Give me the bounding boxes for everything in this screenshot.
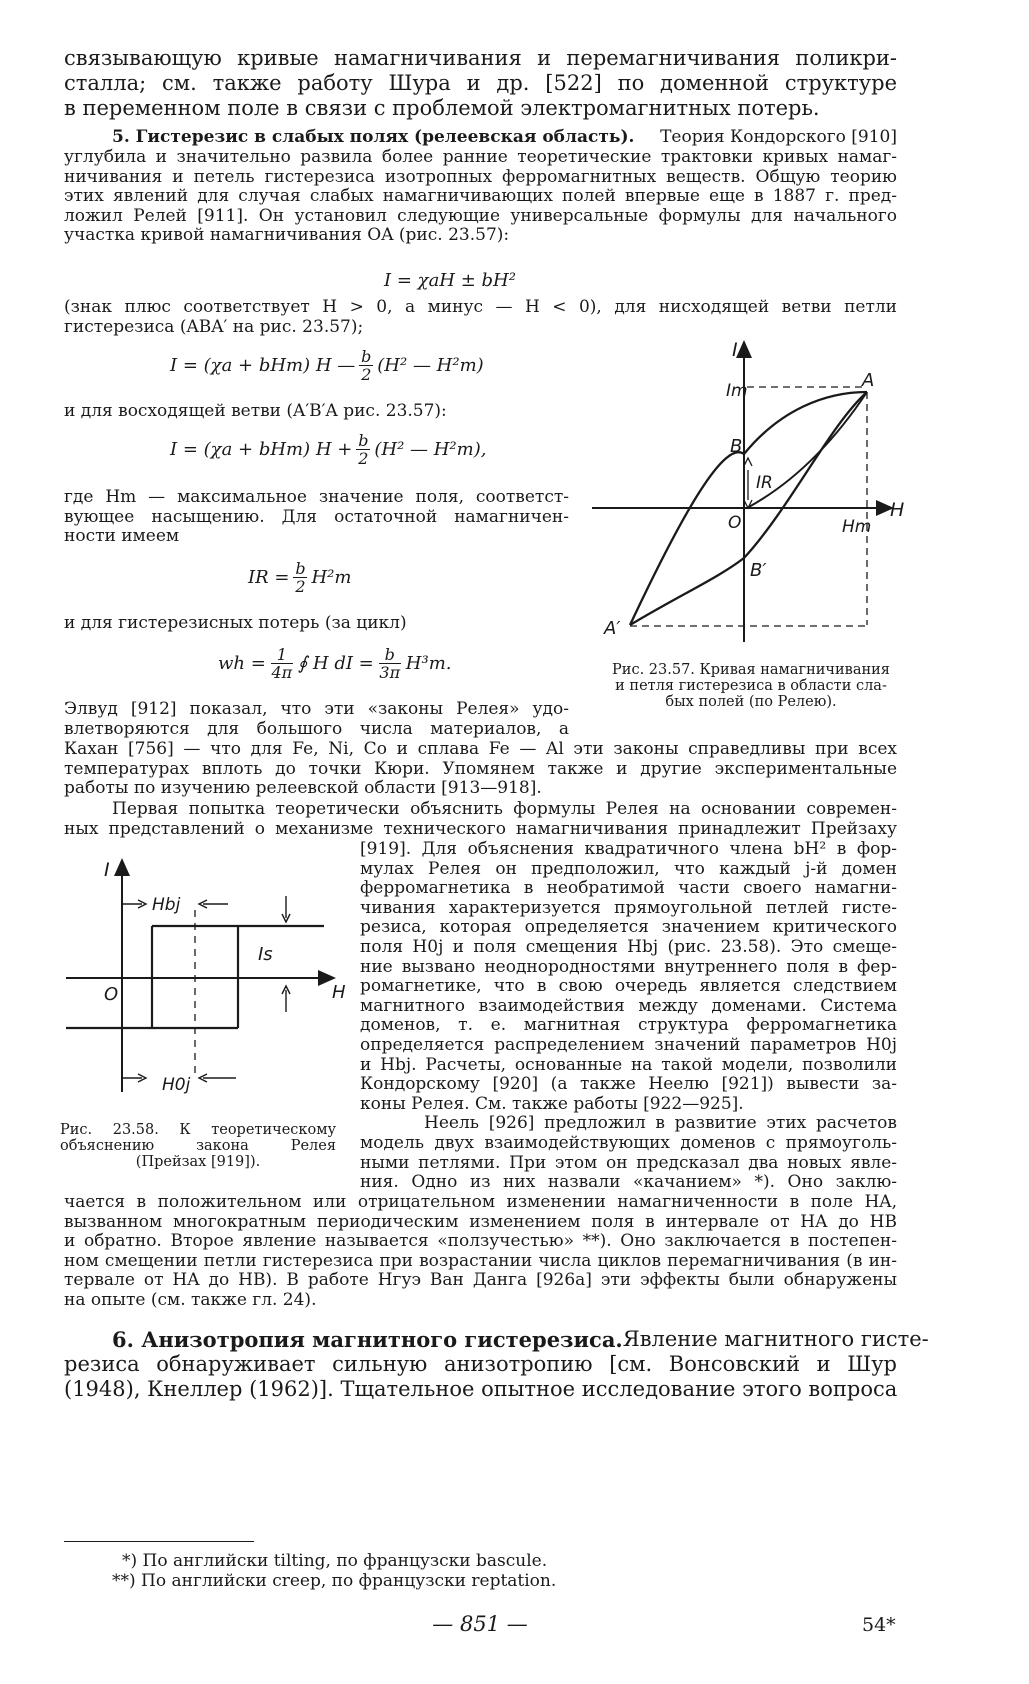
caption-line: (Прейзах [919]). [135,1154,261,1170]
figure-23-58-caption [60,1122,336,1170]
label-b-prime: B′ [750,560,767,581]
denominator: 4π [271,663,293,682]
caption-line: Рис. 23.57. Кривая намагничивания [612,662,890,678]
formula-part: ∮ H dI = [297,653,374,674]
preisach-text [64,800,897,839]
formula-part: (H² — H²m) [377,355,484,376]
footnote-rule [64,1541,254,1542]
text-line: модель двух взаимодействующих доменов с прямоуголь- [360,1132,897,1153]
footnotes [112,1552,892,1591]
text-line: резиса, которая определяется значением критического [360,917,897,938]
text-line: поля H0j и поля смещения Hbj (рис. 23.58). Это смеще- [360,936,897,957]
section-5-intro [64,148,897,246]
figure-preisach-loop [60,852,360,1102]
text-line: где Hm — максимальное значение поля, соответст- [64,487,569,507]
hm-text [64,488,569,547]
page-number: — 851 — [432,1612,528,1636]
formula-part: I = (χa + bHm) H + [170,439,353,460]
text-line: [919]. Для объяснения квадратичного члена bH² в фор- [360,839,897,859]
label-a-prime: A′ [604,618,621,639]
loss-text: и для гистерезисных потерь (за цикл) [64,613,407,633]
elwood-text [64,700,569,739]
label-b: B [730,436,743,457]
text-line: вующее насыщению. Для остаточной намагничен- [64,506,569,527]
figure-rayleigh-loop [590,330,910,660]
text-line: ние вызвано неоднородностями внутреннего поля в фер- [360,956,897,977]
label-hbj: Hbj [152,895,181,915]
numerator: b [361,347,372,366]
formula-descending [170,348,484,383]
text-line: чивания характеризуется прямоугольной петлей гисте- [360,897,897,918]
text-line: работы по изучению релеевской области [913—918]. [64,778,542,799]
numerator: 1 [276,645,287,664]
denominator: 2 [358,449,369,468]
text-line: связывающую кривые намагничивания и перемагничивания поликри- [64,46,897,70]
text-line: Кондорскому [920] (а также Неелю [921]) вывести за- [360,1074,897,1095]
formula-part: H³m. [405,653,452,674]
text-line: тервале от HA до HB). В работе Нгуэ Ван Данга [926а] эти эффекты были обнаружены [64,1270,897,1291]
text-line: влетворяются для большого числа материалов, а [64,718,569,739]
label-o: O [104,984,119,1005]
denominator: 2 [361,365,372,384]
section-6-text [64,1352,897,1402]
text-line: ных представлений о механизме технического намагничивания принадлежит Прейзаху [64,818,897,839]
label-ir: IR [756,473,773,493]
text-line: ными петлями. При этом он предсказал два новых явле- [360,1152,897,1173]
text-line: и обратно. Второе явление называется «ползучестью» **). Оно заключается в постепен- [64,1231,897,1252]
caption-line: бых полей (по Релею). [665,694,837,710]
text-line: ности имеем [64,526,180,547]
text-line: Неель [926] предложил в развитие этих расчетов [424,1113,897,1134]
text-line: участка кривой намагничивания OA (рис. 23.57): [64,225,510,246]
text-line: вызванном многократным периодическим изменением поля в интервале от HA до HB [64,1211,897,1232]
label-im: Im [726,381,748,401]
section-5-heading: 5. Гистерезис в слабых полях (релеевская область). [112,127,635,147]
denominator: 2 [295,577,306,596]
section-6-heading: 6. Анизотропия магнитного гистерезиса. [112,1327,623,1352]
text-line: Первая попытка теоретически объяснить формулы Релея на основании современ- [112,799,897,819]
section-5-heading-line [112,128,897,148]
formula-remanence [248,560,351,595]
text-line: ложил Релей [911]. Он установил следующие универсальные формулы для начального [64,205,897,226]
footnote-2: **) По английски creep, по французски reptation. [112,1570,557,1591]
label-h: H [890,499,905,521]
text-line: ном смещении петли гистерезиса при возрастании числа циклов перемагничивания (в ин- [64,1250,897,1271]
text-fragment: Явление магнитного гисте- [622,1327,929,1351]
text-line: этих явлений для случая слабых намагничивающих полей впервые еще в 1887 г. пред- [64,186,897,207]
text-line: ромагнетике, что в свою очередь является следствием [360,976,897,997]
text-line: (1948), Кнеллер (1962)]. Тщательное опытное исследование этого вопроса [64,1377,898,1401]
text-line: сталла; см. также работу Шура и др. [522] по доменной структуре [64,71,897,95]
text-line: углубила и значительно развила более ранние теоретические трактовки кривых намаг- [64,147,897,167]
formula-part: wh = [218,653,266,674]
label-i: I [732,339,738,361]
text-line: на опыте (см. также гл. 24). [64,1289,317,1310]
top-paragraph [64,46,897,121]
final-paragraph-text [64,1193,897,1311]
numerator: b [384,645,395,664]
fraction [356,432,370,467]
text-line: резиса обнаруживает сильную анизотропию [см. Вонсовский и Шур [64,1352,897,1376]
label-h0j: H0j [162,1075,191,1095]
text-line: мулах Релея он предположил, что каждый j-й домен [360,858,897,879]
label-a: A [862,370,875,391]
numerator: b [295,559,306,578]
fraction [359,348,373,383]
text-line: Кахан [756] — что для Fe, Ni, Co и сплава Fe — Al эти законы справедливы при всех [64,739,897,759]
section-6-heading-line [112,1327,929,1352]
formula-part: IR = [248,567,290,588]
text-fragment: Теория Кондорского [910] [660,127,897,147]
text-line: магнитного взаимодействия между доменами. Система [360,995,897,1016]
fraction [271,646,293,681]
text-line: ния. Одно из них назвали «качанием» *). Оно заклю- [360,1172,897,1193]
footnote-1: *) По английски tilting, по французски bascule. [122,1551,548,1571]
ascending-text: и для восходящей ветви (A′B′A рис. 23.57): [64,401,447,421]
text-line: доменов, т. е. магнитная структура ферромагнетика [360,1015,897,1036]
signature-mark: 54* [862,1614,896,1636]
fraction [379,646,401,681]
formula-initial-curve: I = χaH ± bH² [384,270,516,291]
fraction [293,560,307,595]
caption-line: и петля гистерезиса в области сла- [615,678,887,694]
caption-line: объяснению закона Релея [60,1138,336,1154]
formula-ascending [170,432,486,467]
label-h: H [332,982,346,1003]
formula-part: H²m [311,567,352,588]
text-line: гистерезиса (ABA′ на рис. 23.57); [64,316,364,337]
right-column-text [360,840,897,1193]
text-line: ферромагнетика в необратимой части своего намагни- [360,878,897,899]
label-o: O [728,513,742,533]
formula-part: (H² — H²m), [374,439,487,460]
text-line: (знак плюс соответствует H > 0, а минус — H < 0), для нисходящей ветви петли [64,297,897,317]
text-line: коны Релея. См. также работы [922—925]. [360,1093,744,1114]
text-line: определяется распределением значений параметров H0j [360,1034,897,1055]
text-line: чается в положительном или отрицательном изменении намагниченности в поле HA, [64,1192,897,1212]
kahan-text [64,740,897,799]
text-line: и Hbj. Расчеты, основанные на такой модели, позволили [360,1054,897,1075]
formula-losses [218,646,451,681]
label-hm: Hm [842,517,872,537]
text-line: в переменном поле в связи с проблемой электромагнитных потерь. [64,96,820,120]
figure-23-57-caption [596,662,906,710]
text-line: Элвуд [912] показал, что эти «законы Релея» удо- [64,699,569,719]
label-is: Is [258,944,273,965]
numerator: b [358,431,369,450]
text-line: ничивания и петель гистерезиса изотропных ферромагнитных веществ. Общую теорию [64,166,897,187]
formula-part: I = (χa + bHm) H — [170,355,356,376]
text-line: температурах вплоть до точки Кюри. Упомянем также и другие экспериментальные [64,758,897,779]
caption-line: Рис. 23.58. К теоретическому [60,1122,336,1138]
label-i: I [104,859,110,881]
denominator: 3π [379,663,401,682]
